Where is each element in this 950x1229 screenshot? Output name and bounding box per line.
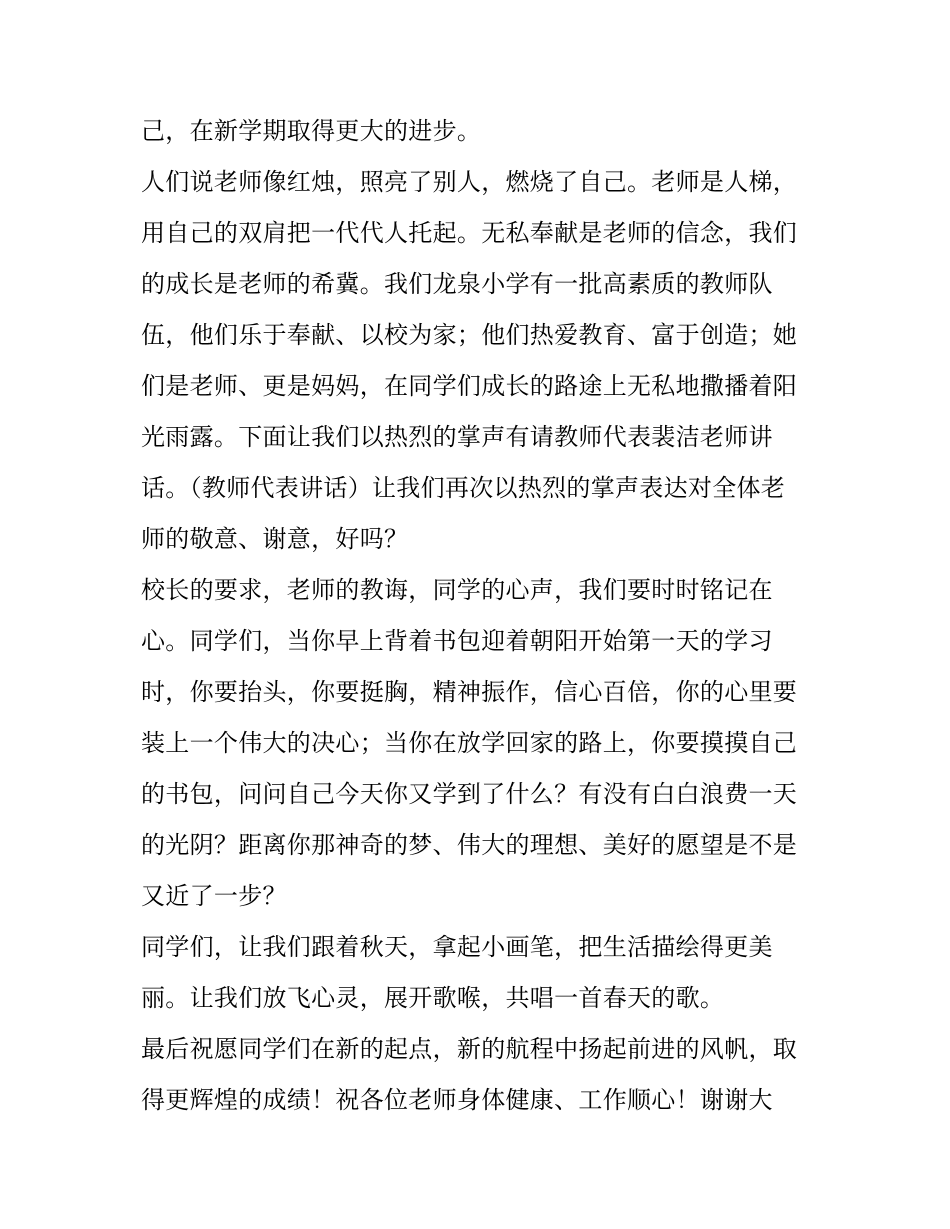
text-line-10: 校长的要求，老师的教诲，同学的心声，我们要时时铭记在 xyxy=(141,576,773,604)
text-line-5: 伍，他们乐于奉献、以校为家；他们热爱教育、富于创造；她 xyxy=(141,321,798,349)
text-line-6: 们是老师、更是妈妈，在同学们成长的路途上无私地撒播着阳 xyxy=(141,372,798,400)
text-line-11: 心。同学们，当你早上背着书包迎着朝阳开始第一天的学习 xyxy=(141,627,773,655)
document-body xyxy=(141,106,821,1126)
text-line-12: 时，你要抬头，你要挺胸，精神振作，信心百倍，你的心里要 xyxy=(141,678,798,706)
text-line-9: 师的敬意、谢意，好吗？ xyxy=(141,525,409,553)
text-line-19: 最后祝愿同学们在新的起点，新的航程中扬起前进的风帆，取 xyxy=(141,1035,798,1063)
text-line-15: 的光阴？距离你那神奇的梦、伟大的理想、美好的愿望是不是 xyxy=(141,831,798,859)
text-line-2: 人们说老师像红烛，照亮了别人，燃烧了自己。老师是人梯， xyxy=(141,168,798,196)
text-line-1: 己，在新学期取得更大的进步。 xyxy=(141,117,482,145)
text-line-4: 的成长是老师的希冀。我们龙泉小学有一批高素质的教师队 xyxy=(141,270,773,298)
text-line-8: 话。（教师代表讲话）让我们再次以热烈的掌声表达对全体老 xyxy=(141,474,786,502)
text-line-3: 用自己的双肩把一代代人托起。无私奉献是老师的信念，我们 xyxy=(141,219,798,247)
text-line-14: 的书包，问问自己今天你又学到了什么？有没有白白浪费一天 xyxy=(141,780,798,808)
text-line-18: 丽。让我们放飞心灵，展开歌喉，共唱一首春天的歌。 xyxy=(141,984,725,1012)
text-line-13: 装上一个伟大的决心；当你在放学回家的路上，你要摸摸自己 xyxy=(141,729,798,757)
text-line-20: 得更辉煌的成绩！祝各位老师身体健康、工作顺心！谢谢大 xyxy=(141,1086,773,1114)
text-line-17: 同学们，让我们跟着秋天，拿起小画笔，把生活描绘得更美 xyxy=(141,933,773,961)
text-line-7: 光雨露。下面让我们以热烈的掌声有请教师代表裴洁老师讲 xyxy=(141,423,773,451)
text-line-16: 又近了一步？ xyxy=(141,882,287,910)
